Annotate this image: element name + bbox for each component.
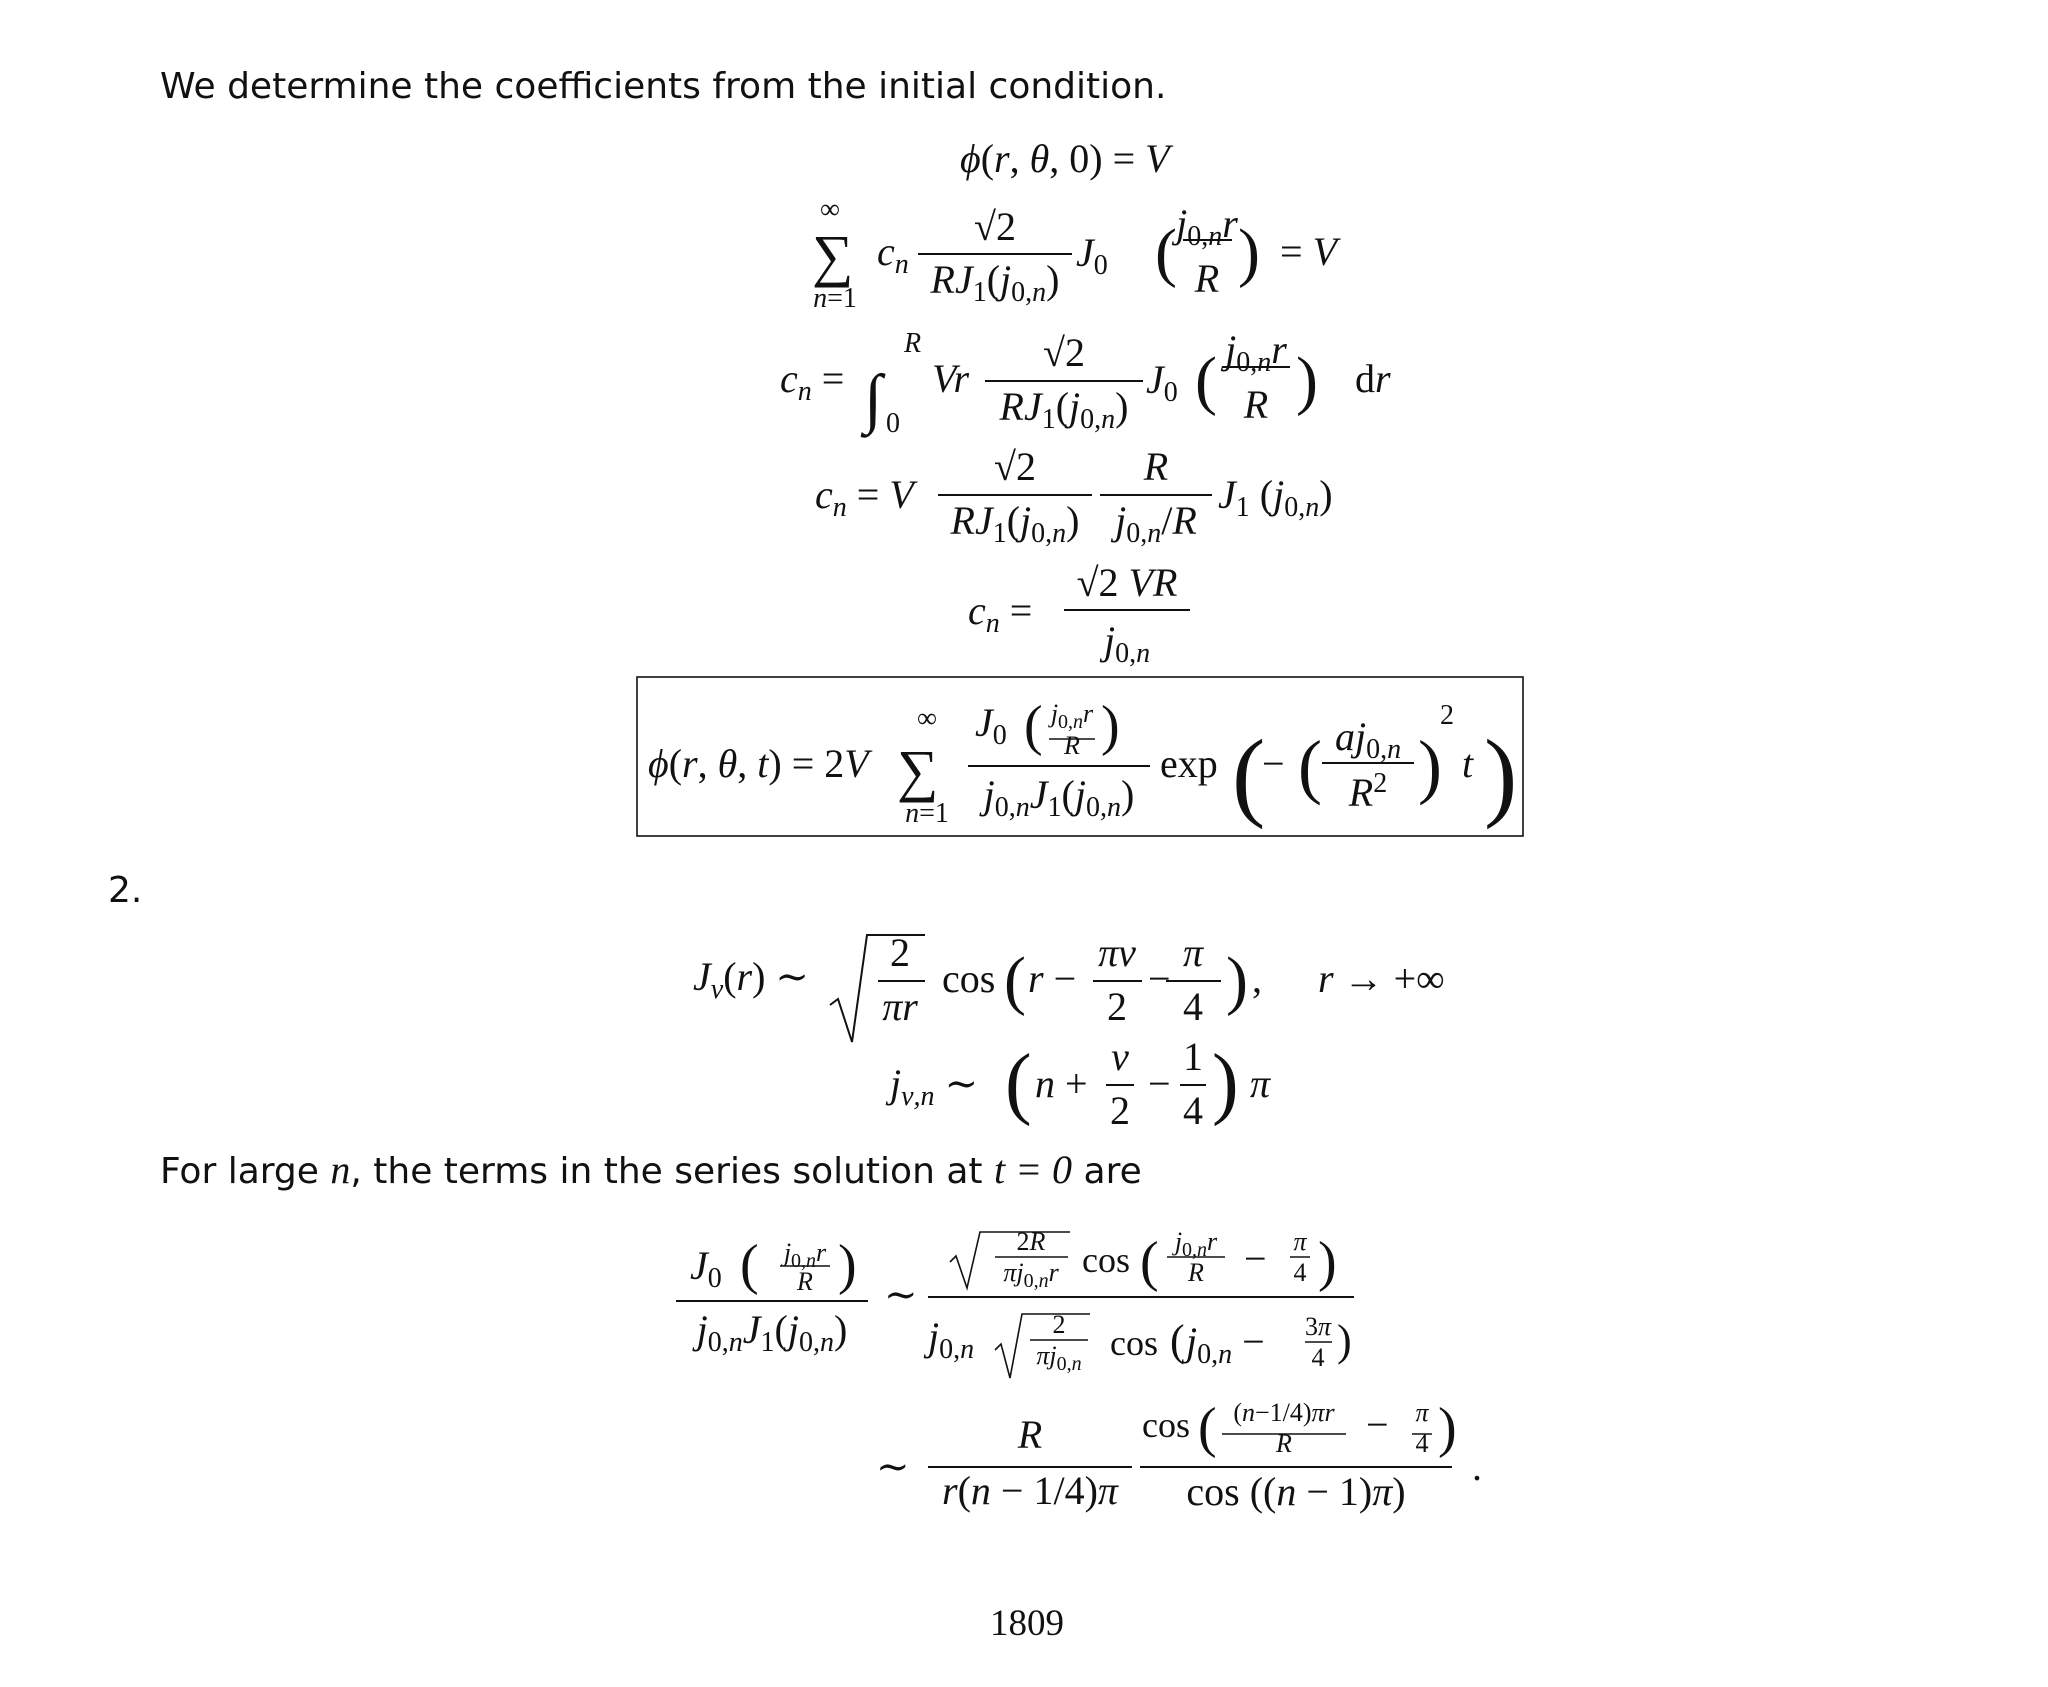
svg-text:J0: $J_0$: [1146, 357, 1178, 408]
svg-text:4: 4: [1415, 1429, 1429, 1458]
svg-text:(: (: [740, 1234, 759, 1296]
svg-text:cos: cos: [942, 956, 996, 1001]
svg-text:r −: r −: [1028, 956, 1077, 1001]
svg-text:): ): [1238, 216, 1260, 289]
svg-text:4: 4: [1311, 1343, 1325, 1372]
svg-text:∞: ∞: [917, 703, 937, 734]
svg-text:πj0,nr: $\pi j_{0,}nr$: [1003, 1258, 1059, 1292]
svg-text:R: R: [1188, 1258, 1204, 1287]
svg-text:−: −: [1244, 1236, 1267, 1281]
svg-text:(: (: [1005, 1039, 1032, 1127]
svg-text:(: (: [1155, 216, 1177, 289]
svg-text:): ): [1484, 719, 1518, 830]
intro-text: We determine the coefficients from the initial condition.: [160, 66, 1167, 107]
svg-text:jν,n ∼: $j_{\nu,n}$ ∼: [890, 1061, 979, 1112]
svg-text:): ): [838, 1234, 857, 1296]
svg-text:cn =: $c_n$ =: [780, 356, 845, 407]
svg-text:RJ1(j0,n): $RJ_1(j_{0,n})$: [930, 257, 1060, 308]
svg-text:): ): [1337, 1316, 1352, 1365]
svg-text:cn =: $c_n$ =: [968, 588, 1033, 639]
svg-text:cos: cos: [1082, 1240, 1130, 1280]
svg-text:√2: √2: [1043, 330, 1085, 375]
svg-text:4: 4: [1183, 984, 1203, 1029]
svg-text:πr: πr: [882, 984, 918, 1029]
svg-text:(: (: [1140, 1231, 1159, 1293]
svg-text:2: 2: [1110, 1088, 1130, 1133]
svg-text:1: 1: [1183, 1034, 1203, 1079]
svg-text:aj0,n: $aj_{0,}n$: [1334, 714, 1402, 765]
svg-text:= V: = V: [1280, 229, 1337, 274]
svg-text:cn = V: $c_n = V$: [815, 472, 914, 523]
svg-text:(n−1/4)πr: (n−1/4)πr: [1233, 1398, 1335, 1427]
svg-text:R2: $R^2$: [1348, 768, 1388, 815]
svg-text:−: −: [1262, 741, 1285, 786]
svg-text:4: 4: [1293, 1258, 1307, 1287]
svg-text:(: (: [1170, 1316, 1185, 1365]
svg-text:cn: $c_n$: [877, 229, 909, 280]
svg-text:πν: πν: [1098, 930, 1136, 975]
svg-text:J0: $J_0$: [690, 1243, 722, 1294]
svg-text:ν: ν: [1111, 1034, 1129, 1079]
svg-text:π: π: [1293, 1227, 1307, 1256]
svg-text:(: (: [1024, 695, 1043, 757]
large-n-suffix: are: [1072, 1151, 1142, 1192]
svg-text:4: 4: [1183, 1088, 1203, 1133]
svg-text:j0,n: $j_{0,}n$: [928, 1314, 975, 1365]
svg-text:): ): [1226, 944, 1248, 1017]
svg-text:2: 2: [1107, 984, 1127, 1029]
svg-text:j0,nr: $j_{0,}nr$: [1225, 327, 1287, 378]
svg-text:n=1: n=1: [905, 798, 949, 829]
svg-text:R: R: [797, 1267, 813, 1296]
page-number: 1809: [990, 1603, 1064, 1644]
svg-text:j0,n: $j_{0,}n$: [1103, 618, 1151, 669]
svg-text:0: 0: [886, 408, 900, 439]
svg-text:−: −: [1148, 956, 1171, 1001]
svg-text:Vr: Vr: [932, 356, 970, 401]
svg-text:(: (: [1198, 1397, 1217, 1459]
svg-text:.: .: [1472, 1444, 1482, 1489]
svg-text:π: π: [1250, 1061, 1271, 1106]
item-number: 2.: [108, 870, 143, 911]
svg-text:): ): [1418, 726, 1442, 806]
svg-text:RJ1(j0,n): $RJ_1(j_{0,n})$: [950, 498, 1080, 549]
svg-text:π: π: [1182, 930, 1204, 975]
svg-text:√2: √2: [974, 204, 1016, 249]
svg-text:cos: cos: [1110, 1323, 1158, 1363]
svg-text:,: ,: [1252, 956, 1262, 1001]
svg-text:): ): [1318, 1231, 1337, 1293]
svg-text:n +: n +: [1035, 1061, 1088, 1106]
large-n-var: n: [330, 1147, 351, 1192]
svg-text:j0,nr: $j_{0,}nr$: [783, 1238, 827, 1272]
svg-text:(: (: [1232, 719, 1266, 830]
svg-text:r → +∞: r → +∞: [1318, 956, 1445, 1001]
svg-text:n=1: n=1: [813, 283, 857, 314]
svg-text:∑: ∑: [897, 738, 939, 803]
svg-text:(: (: [1298, 726, 1322, 806]
svg-text:j0,nr: $j_{0,}nr$: [1174, 1227, 1218, 1261]
svg-text:πj0,n: $\pi j_{0,}n$: [1036, 1341, 1082, 1375]
svg-text:∞: ∞: [820, 194, 840, 225]
svg-text:∑: ∑: [812, 223, 854, 288]
svg-text:j0,nJ1(j0,n): $j_{0,n}J_1(j_{0,n})$: [983, 772, 1135, 823]
svg-text:R: R: [1017, 1412, 1043, 1457]
svg-text:√2 VR: √2 VR: [1076, 560, 1178, 605]
svg-text:R: R: [1276, 1429, 1292, 1458]
svg-text:dr: dr: [1355, 356, 1391, 401]
svg-text:(: (: [1195, 344, 1217, 417]
svg-text:ϕ(r, θ, t) = 2V: ϕ(r, θ, t) = 2V: [648, 741, 869, 786]
svg-text:∼: ∼: [876, 1444, 910, 1489]
svg-text:(: (: [1004, 944, 1026, 1017]
svg-text:2: 2: [890, 930, 910, 975]
svg-text:R: R: [1243, 382, 1269, 427]
svg-text:Jν(r) ∼: $J_\nu(r)$ ∼: [693, 954, 809, 1005]
svg-text:j0,nr: $j_{0,}nr$: [1050, 699, 1094, 733]
svg-text:j0,nJ1(j0,n): $j_{0,n}J_1(j_{0,n})$: [696, 1307, 848, 1358]
svg-text:R: R: [904, 328, 922, 359]
svg-text:ϕ(r, θ, 0) = V: ϕ(r, θ, 0) = V: [960, 136, 1170, 181]
svg-text:exp: exp: [1160, 741, 1218, 786]
svg-text:cos ((n − 1)π): cos ((n − 1)π): [1186, 1469, 1406, 1514]
svg-text:√2: √2: [994, 444, 1036, 489]
large-n-prefix: For large: [160, 1151, 331, 1192]
svg-text:2: 2: [1440, 700, 1454, 731]
svg-text:): ): [1438, 1397, 1457, 1459]
svg-text:R: R: [1194, 256, 1220, 301]
svg-text:R: R: [1064, 731, 1080, 760]
svg-text:J0: $J_0$: [1076, 230, 1108, 281]
svg-text:): ): [1101, 695, 1120, 757]
large-n-mid: , the terms in the series solution at: [350, 1151, 994, 1192]
large-n-eq: t = 0: [993, 1147, 1073, 1192]
svg-text:t: t: [1462, 741, 1474, 786]
svg-text:∼: ∼: [884, 1272, 918, 1317]
svg-text:R: R: [1143, 444, 1169, 489]
svg-text:∫: ∫: [864, 362, 883, 435]
svg-text:j0,n/R: $j_{0,}n/R$: [1115, 498, 1197, 549]
svg-text:3π: 3π: [1304, 1312, 1332, 1341]
svg-text:j0,nr: $j_{0,}nr$: [1176, 201, 1238, 252]
svg-text:): ): [1296, 344, 1318, 417]
svg-text:J1 (j0,n): $J_1$ $(j_{0,}n)$: [1218, 472, 1333, 523]
svg-text:RJ1(j0,n): $RJ_1(j_{0,n})$: [999, 384, 1129, 435]
svg-text:r(n − 1/4)π: r(n − 1/4)π: [942, 1468, 1118, 1513]
svg-text:−: −: [1148, 1061, 1171, 1106]
svg-text:J0: $J_0$: [975, 700, 1007, 751]
svg-text:): ): [1212, 1039, 1239, 1127]
svg-text:cos: cos: [1142, 1405, 1190, 1445]
svg-text:π: π: [1415, 1398, 1429, 1427]
svg-text:−: −: [1366, 1402, 1389, 1447]
svg-text:2R: 2R: [1016, 1227, 1046, 1256]
svg-text:j0,n −: $j_{0,}n$ −: [1186, 1319, 1265, 1370]
svg-text:2: 2: [1052, 1310, 1066, 1339]
